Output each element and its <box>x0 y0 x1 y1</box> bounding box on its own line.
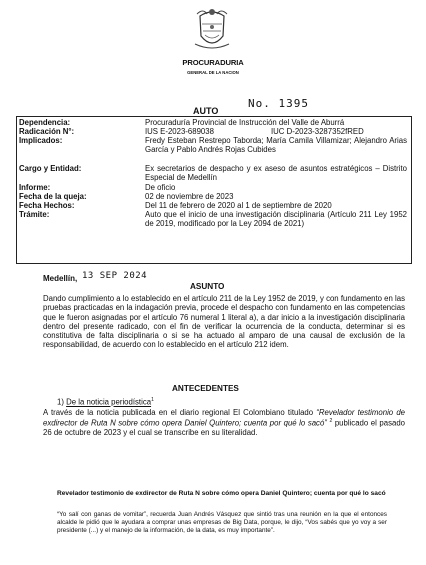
coat-of-arms-icon <box>193 6 231 52</box>
item-title: De la noticia periodística <box>66 397 152 407</box>
radicacion-value: IUS E-2023-689038 <box>145 127 214 136</box>
implicados-label: Implicados: <box>19 136 63 145</box>
document-title: AUTO <box>193 106 219 116</box>
fecha-hechos-label: Fecha Hechos: <box>19 201 75 210</box>
antecedentes-paragraph <box>43 408 405 437</box>
implicados-value: Fredy Esteban Restrepo Taborda; María Camila Villamizar; Alejandro Arias García y Pablo Andrés Rojas Cubides <box>145 136 407 154</box>
fecha-queja-label: Fecha de la queja: <box>19 192 87 201</box>
informe-label: Informe: <box>19 183 51 192</box>
informe-value: De oficio <box>145 183 176 192</box>
asunto-heading: ASUNTO <box>190 282 225 291</box>
org-subtitle: GENERAL DE LA NACION <box>187 70 239 75</box>
antecedentes-item-heading <box>57 396 377 407</box>
case-info-table <box>16 116 412 264</box>
antecedentes-intro: A través de la noticia publicada en el diario regional El Colombiano titulado <box>43 408 314 417</box>
radicacion-value-2: IUC D-2023-3287352fRED <box>271 127 364 136</box>
dependencia-label: Dependencia: <box>19 118 71 127</box>
tramite-value: Auto que el inicio de una investigación disciplinaria (Artículo 211 Ley 1952 de 2019, modificado por la Ley 2094 de 2021) <box>145 210 407 228</box>
radicacion-label: Radicación N°: <box>19 127 75 136</box>
article-title-quote: “Revelador testimonio de exdirector de Ruta N sobre cómo opera Daniel Quintero; cuenta por qué lo sacó” <box>43 408 405 428</box>
asunto-paragraph: Dando cumplimiento a lo establecido en el artículo 211 de la Ley 1952 de 2019, y con fundamento en las pruebas practicadas en la indagación previa, procede el despacho con fundamento en las competencias que le fueron asignadas por el artículo 76 numeral 1 literal a), a dar inicio a la investigación disciplinaria dentro del presente radicado, con el fin de verificar la ocurrencia de la conducta, determinar si es constitutiva de falta disciplinaria o si se ha actuado al amparo de una causal de exclusión de la responsabilidad, de acuerdo con lo establecido en el artículo 212 idem. <box>43 294 405 350</box>
cargo-label: Cargo y Entidad: <box>19 164 82 173</box>
quote-title: Revelador testimonio de exdirector de Ruta N sobre cómo opera Daniel Quintero; cuenta por qué lo sacó <box>57 490 386 497</box>
antecedentes-rest: publicado el pasado 26 de octubre de 2023 y el cual se transcribe en su literalidad. <box>43 418 405 438</box>
date-stamp: 13 SEP 2024 <box>82 271 148 281</box>
item-number: 1) <box>57 397 64 407</box>
cargo-value: Ex secretarios de despacho y ex aseso de asuntos estratégicos – Distrito Especial de Medellín <box>145 164 407 182</box>
footnote-ref-2: 2 <box>329 418 333 425</box>
quote-body: “Yo salí con ganas de vomitar”, recuerda Juan Andrés Vásquez que sintió tras una reunión en la que el entonces alcalde le pidió que le ayudara a comprar unas empresas de Big Data, porque, le dijo, “Vos sabés que yo voy a ser presidente (...) y el manejo de la información, de la data, es muy importante”. <box>57 511 387 534</box>
fecha-hechos-value: Del 11 de febrero de 2020 al 1 de septiembre de 2020 <box>145 201 332 210</box>
dateline-city: Medellín, <box>43 274 78 283</box>
dependencia-value: Procuraduría Provincial de Instrucción del Valle de Aburrá <box>145 118 345 127</box>
auto-number: No. 1395 <box>248 97 309 110</box>
fecha-queja-value: 02 de noviembre de 2023 <box>145 192 234 201</box>
item-footnote-ref: 1 <box>151 397 154 403</box>
tramite-label: Trámite: <box>19 210 50 219</box>
org-name: PROCURADURIA <box>182 58 244 67</box>
antecedentes-heading: ANTECEDENTES <box>172 384 239 393</box>
